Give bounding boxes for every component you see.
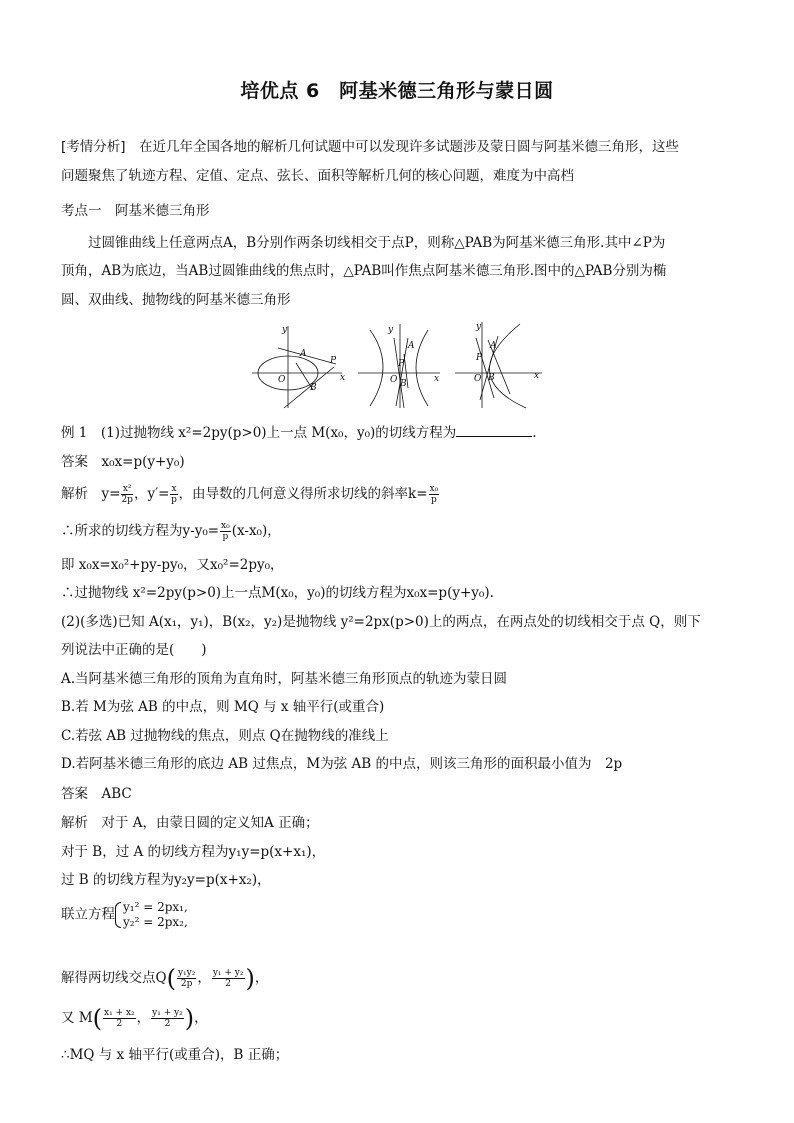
- intro-line-2: 顶角，AB为底边，当AB过圆锥曲线的焦点时，△PAB叫作焦点阿基米德三角形.图中的△PAB分别为椭: [61, 263, 667, 279]
- example-1-question: [61, 424, 537, 442]
- fraction-m-y: $\frac{\text{y₁ + y₂}}{2}$: [152, 1008, 183, 1029]
- parabola-figure: [455, 322, 542, 408]
- fig1-x-label: x: [340, 373, 346, 383]
- jiexi-label-2: 解析: [61, 815, 88, 831]
- answer-blank: [456, 424, 532, 437]
- jiexi-2-line-1: 解析 对于 A，由蒙日圆的定义知A 正确；: [61, 815, 319, 831]
- option-a: A.当阿基米德三角形的顶角为直角时，阿基米德三角形顶点的轨迹为蒙日圆: [61, 671, 508, 687]
- page-title: 培优点 6 阿基米德三角形与蒙日圆: [240, 80, 554, 102]
- fig2-y-label: y: [388, 325, 394, 335]
- archimedes-triangle-figures: [250, 318, 550, 410]
- answer-2-line: [61, 785, 132, 803]
- fig3-y-label: y: [476, 322, 482, 332]
- fig3-p-label: P: [476, 353, 483, 363]
- fig1-p-label: P: [330, 356, 337, 366]
- fig3-a-label: A: [490, 341, 497, 351]
- fig2-b-label: B: [400, 379, 407, 389]
- fraction-x-over-p: $\frac{x}{p}$: [171, 484, 177, 505]
- fig3-x-label: x: [534, 371, 540, 381]
- fig2-a-label: A: [408, 341, 415, 351]
- analysis-line-2: 问题聚焦了轨迹方程、定值、定点、弦长、面积等解析几何的核心问题，难度为中高档: [61, 168, 574, 184]
- answer-2: ABC: [101, 786, 132, 802]
- fraction-q-x: $\frac{\text{y₁y₂}}{2p}$: [177, 968, 196, 989]
- fraction-x2-over-2p: $\frac{\text{x²}}{2p}$: [121, 484, 133, 505]
- jiexi-2-line-6: 又 M( $\frac{\text{x₁ + x₂}}{2}$ ， $\frac{\text{y₁ + y₂}}{2}$ )，: [61, 1004, 208, 1033]
- analysis-tag: [考情分析]: [61, 139, 126, 155]
- q1-suffix: .: [532, 425, 537, 441]
- fig1-b-label: B: [310, 383, 317, 393]
- jiexi-2-line-2: 对于 B，过 A 的切线方程为y₁y=p(x+x₁)，: [61, 844, 326, 860]
- intro-line-3: 圆、双曲线、抛物线的阿基米德三角形: [61, 292, 291, 308]
- equation-system: y₁² = 2px₁, y₂² = 2px₂,: [115, 900, 188, 930]
- jiexi-2-line-5: 解得两切线交点Q( $\frac{\text{y₁y₂}}{2p}$ ， $\frac{\text{y₁ + y₂}}{2}$ )，: [61, 964, 269, 993]
- option-c: C.若弦 AB 过抛物线的焦点，则点 Q在抛物线的准线上: [61, 728, 389, 744]
- question-2-line-2: 列说法中正确的是( ): [61, 642, 207, 658]
- fig2-p-label: P: [398, 359, 405, 369]
- fraction-x0-over-p: $\frac{\text{x₀}}{p}$: [429, 484, 439, 505]
- fraction-m-x: $\frac{\text{x₁ + x₂}}{2}$: [104, 1008, 135, 1029]
- answer-label: 答案: [61, 454, 88, 470]
- analysis-line-1: [61, 138, 679, 156]
- jiexi-2-line-4: 联立方程 y₁² = 2px₁, y₂² = 2px₂,: [61, 900, 188, 929]
- fraction-q-y: $\frac{\text{y₁ + y₂}}{2}$: [212, 968, 244, 989]
- analysis-text-1: 在近几年全国各地的解析几何试题中可以发现许多试题涉及蒙日圆与阿基米德三角形，这些: [125, 139, 680, 155]
- jiexi-label: 解析: [61, 486, 88, 502]
- intro-line-1: 过圆锥曲线上任意两点A，B分别作两条切线相交于点P，则称△PAB为阿基米德三角形.其中∠P为: [61, 235, 666, 251]
- answer-1: x₀x=p(y+y₀): [101, 454, 185, 470]
- answer-label-2: 答案: [61, 786, 88, 802]
- fig3-b-label: B: [488, 373, 495, 383]
- section-heading: 考点一 阿基米德三角形: [61, 203, 210, 219]
- fig2-x-label: x: [434, 374, 440, 384]
- q1-text: 例 1 (1)过抛物线 x²=2py(p>0)上一点 M(x₀，y₀)的切线方程为: [61, 425, 457, 441]
- jiexi-line-3: 即 x₀x=x₀²+py-py₀，又x₀²=2py₀，: [61, 557, 284, 573]
- fig1-o-label: O: [278, 375, 286, 385]
- option-d: D.若阿基米德三角形的底边 AB 过焦点，M为弦 AB 的中点，则该三角形的面积最小值为 2p: [61, 756, 623, 772]
- fraction-x0-over-p-2: $\frac{\text{x₀}}{p}$: [221, 521, 230, 542]
- fig2-o-label: O: [390, 375, 398, 385]
- answer-1-line: [61, 453, 185, 471]
- ellipse-figure: [252, 326, 342, 408]
- fig1-y-label: y: [282, 325, 288, 335]
- jiexi-line-4: ∴过抛物线 x²=2py(p>0)上一点M(x₀，y₀)的切线方程为x₀x=p(y+y₀).: [61, 585, 494, 601]
- jiexi-2-line-3: 过 B 的切线方程为y₂y=p(x+x₂)，: [61, 872, 271, 888]
- fig3-o-label: O: [474, 374, 482, 384]
- jiexi-line-2: ∴所求的切线方程为y-y₀= $\frac{\text{x₀}}{p}$ (x-x₀)，: [61, 521, 281, 542]
- question-2-line-1: (2)(多选)已知 A(x₁，y₁)，B(x₂，y₂)是抛物线 y²=2px(p>0)上的两点，在两点处的切线相交于点 Q，则下: [61, 614, 701, 630]
- jiexi-2-line-7: ∴MQ 与 x 轴平行(或重合)，B 正确；: [61, 1047, 289, 1063]
- option-b: B.若 M为弦 AB 的中点，则 MQ 与 x 轴平行(或重合): [61, 699, 385, 715]
- jiexi-line-1: 解析 y= $\frac{\text{x²}}{2p}$ ，y′= $\frac{x}{p}$ ，由导数的几何意义得所求切线的斜率k= $\frac{\text{x₀}}{p}$: [61, 484, 439, 505]
- fig1-a-label: A: [300, 349, 307, 359]
